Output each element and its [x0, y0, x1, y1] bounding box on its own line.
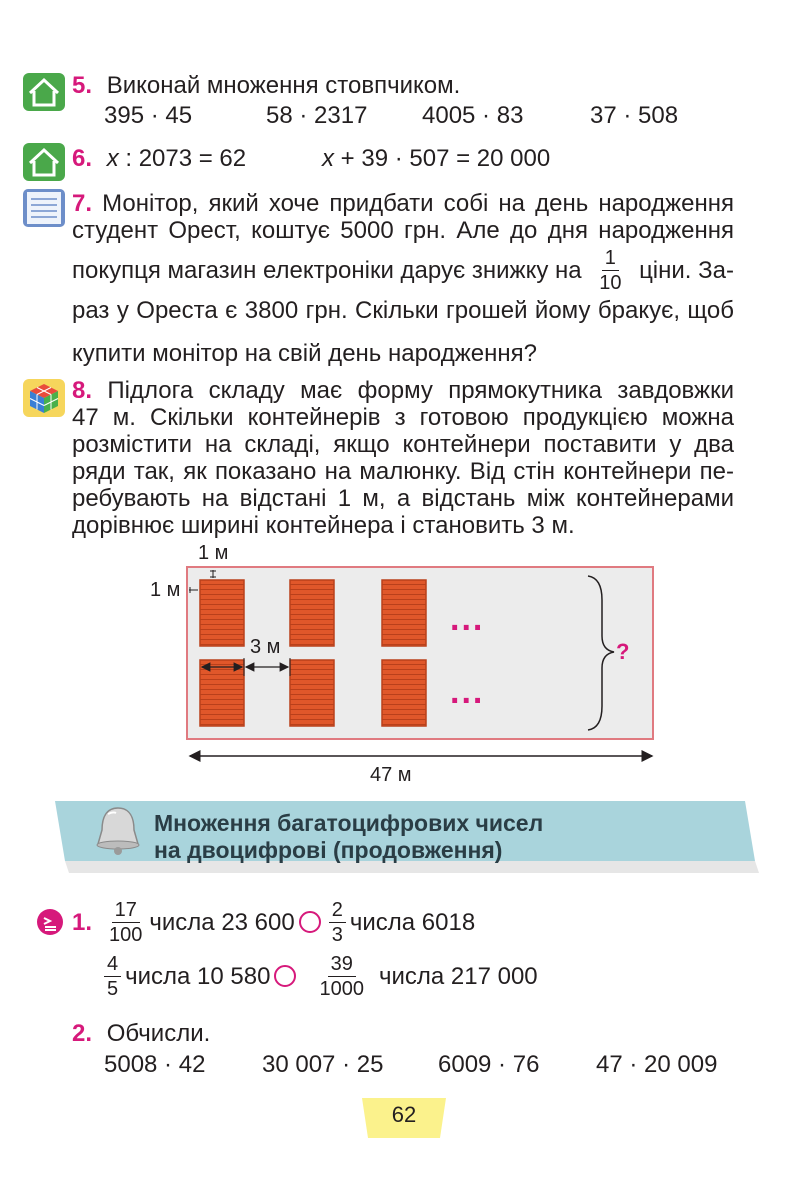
task7-number: 7.	[72, 190, 93, 217]
task7-frac-den: 10	[599, 271, 622, 294]
fraction	[329, 899, 346, 946]
question-mark: ?	[616, 639, 630, 664]
compare-circle[interactable]	[274, 965, 296, 987]
task6-eq2-var: x	[322, 145, 334, 172]
home-icon	[22, 142, 66, 182]
ex2-item: 30 007 · 25	[262, 1051, 384, 1078]
ex2-number: 2.	[72, 1020, 93, 1047]
task8-number: 8.	[72, 377, 93, 404]
task8-line1	[72, 377, 734, 404]
task6-eq1: : 2073 = 62	[118, 145, 247, 172]
task7-fraction	[596, 247, 624, 294]
frac-den: 3	[331, 923, 343, 946]
ex2-item: 47 · 20 009	[596, 1051, 718, 1078]
frac-num: 2	[329, 899, 346, 923]
task7-line2: студент Орест, коштує 5000 грн. Але до дня народження	[72, 217, 734, 244]
notebook-icon	[22, 188, 66, 228]
container	[382, 660, 426, 726]
task7-line1-text: Монітор, який хоче придбати собі на день народження	[102, 190, 734, 217]
side-gap-label: 1 м	[150, 579, 181, 601]
dots-row2: ...	[450, 673, 485, 711]
task5-number: 5.	[72, 72, 93, 99]
task6-line	[72, 145, 246, 172]
task6-eq2-wrap	[322, 145, 550, 172]
lesson-title-line2: на двоцифрові (продовження)	[154, 837, 503, 863]
frac-num: 4	[104, 953, 121, 977]
task6-eq1-var: x	[106, 145, 119, 172]
ex1-row1	[72, 896, 475, 948]
container	[382, 580, 426, 646]
ex1-number: 1.	[72, 908, 93, 936]
task7-frac-num: 1	[602, 247, 619, 271]
container	[200, 580, 244, 646]
ex1-c-text: числа 10 580	[125, 962, 271, 990]
task8-line2: 47 м. Скільки контейнерів з готовою продукцією можна	[72, 404, 734, 431]
task7-line5: купити монітор на свій день народження?	[72, 340, 537, 367]
task6-eq2: + 39 · 507 = 20 000	[334, 145, 551, 172]
warehouse-diagram	[140, 540, 660, 790]
ex1-row2	[100, 950, 538, 1002]
ex2-item: 5008 · 42	[104, 1051, 206, 1078]
lesson-title	[154, 810, 543, 864]
task8-line1-text: Підлога складу має форму прямокутника завдовжки	[107, 377, 734, 404]
frac-den: 100	[109, 923, 143, 946]
ex2-item: 6009 · 76	[438, 1051, 540, 1078]
task7-line3-a: покупця магазин електроніки дарує знижку на	[72, 256, 582, 284]
length-label: 47 м	[370, 764, 412, 786]
fraction	[104, 953, 121, 1000]
bell-icon	[90, 804, 146, 858]
ex1-d-text: числа 217 000	[378, 962, 538, 990]
ex1-b-text: числа 6018	[349, 908, 476, 936]
home-icon	[22, 72, 66, 112]
task8-line3: розмістити на складі, якщо контейнери поставити у два	[72, 431, 734, 458]
top-gap-label: 1 м	[198, 542, 229, 564]
dots-row1: ...	[450, 600, 485, 638]
container-width-label: 3 м	[250, 636, 281, 658]
fraction	[316, 953, 367, 1000]
task6-number: 6.	[72, 145, 93, 172]
ex2-title: Обчисли.	[106, 1020, 211, 1047]
task7-line3	[72, 244, 734, 296]
task5-title: Виконай множення стовпчиком.	[106, 72, 461, 99]
compare-icon	[36, 908, 64, 936]
frac-num: 17	[112, 899, 140, 923]
task8-line5: ребувають на відстані 1 м, а відстань між контейнерами	[72, 485, 734, 512]
task8-line4: ряди так, як показано на малюнку. Від стін контейнери пе-	[72, 458, 734, 485]
container	[290, 660, 334, 726]
task5-heading	[72, 72, 460, 99]
fraction	[106, 899, 145, 946]
task5-item: 395 · 45	[104, 102, 193, 129]
frac-den: 1000	[319, 977, 364, 1000]
page-number: 62	[391, 1102, 417, 1127]
container	[200, 660, 244, 726]
task5-item: 37 · 508	[590, 102, 679, 129]
task7-line1	[72, 190, 734, 217]
frac-num: 39	[328, 953, 356, 977]
container	[290, 580, 334, 646]
task7-line3-b: ціни. За-	[639, 256, 734, 284]
compare-circle[interactable]	[299, 911, 321, 933]
task8-line6: дорівнює ширині контейнера і становить 3 м.	[72, 512, 575, 539]
task7-line4: раз у Ореста є 3800 грн. Скільки грошей йому бракує, щоб	[72, 297, 734, 324]
lesson-title-line1: Множення багатоцифрових чисел	[154, 810, 544, 836]
ex1-a-text: числа 23 600	[149, 908, 295, 936]
frac-den: 5	[107, 977, 119, 1000]
task5-item: 58 · 2317	[266, 102, 368, 129]
ex2-heading	[72, 1020, 210, 1047]
task5-item: 4005 · 83	[422, 102, 524, 129]
rubiks-cube-icon	[22, 378, 66, 418]
